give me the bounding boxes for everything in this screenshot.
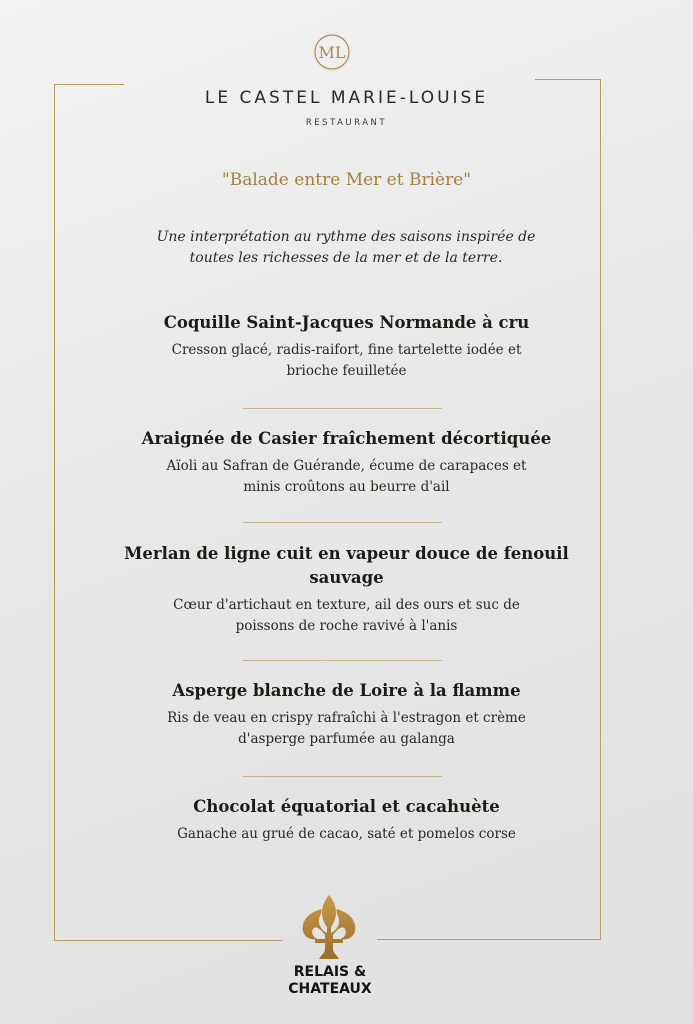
restaurant-subtitle: RESTAURANT	[305, 118, 388, 128]
course-title	[90, 542, 603, 590]
course-description	[90, 708, 603, 750]
course-title: Araignée de Casier fraîchement décortiquée	[141, 429, 552, 448]
course-description	[90, 456, 603, 498]
course-title-line: sauvage	[309, 568, 384, 587]
relais-chateaux-line-2: CHATEAUX	[288, 981, 372, 997]
course-description-line: Cresson glacé, radis-raifort, fine tartelette iodée et	[171, 342, 522, 358]
intro-line-1: Une interprétation au rythme des saisons inspirée de	[156, 229, 536, 245]
frame-top-right	[535, 79, 601, 80]
relais-chateaux-line-1: RELAIS &	[293, 964, 367, 980]
course-divider	[243, 776, 442, 777]
course-title: Asperge blanche de Loire à la flamme	[172, 681, 521, 700]
monogram-logo	[313, 33, 351, 71]
frame-top-left	[54, 84, 124, 85]
menu-intro	[96, 227, 596, 269]
course-description	[90, 340, 603, 382]
restaurant-name: LE CASTEL MARIE-LOUISE	[204, 88, 489, 108]
course-description	[90, 824, 603, 845]
course-description-line: poissons de roche ravivé à l'anis	[235, 618, 458, 634]
monogram-text: ML	[318, 43, 346, 62]
frame-left	[54, 84, 55, 941]
intro-line-2: toutes les richesses de la mer et de la terre.	[189, 250, 503, 266]
course-item	[90, 542, 603, 637]
course-title: Coquille Saint-Jacques Normande à cru	[163, 313, 530, 332]
course-divider	[243, 408, 442, 409]
course-item	[90, 679, 603, 750]
course-title: Chocolat équatorial et cacahuète	[193, 797, 500, 816]
course-description-line: brioche feuilletée	[286, 363, 407, 379]
course-description	[90, 595, 603, 637]
fleur-de-lis-icon	[297, 893, 361, 963]
course-description-line: minis croûtons au beurre d'ail	[243, 479, 450, 495]
course-item	[90, 427, 603, 498]
frame-bottom-right	[377, 939, 601, 940]
course-description-line: Ris de veau en crispy rafraîchi à l'estragon et crème	[167, 710, 526, 726]
course-divider	[243, 522, 442, 523]
course-title-line: Merlan de ligne cuit en vapeur douce de fenouil	[124, 544, 569, 563]
course-divider	[243, 660, 442, 661]
frame-bottom-left	[54, 940, 282, 941]
course-description-line: d'asperge parfumée au galanga	[238, 731, 455, 747]
course-description-line: Ganache au grué de cacao, saté et pomelos corse	[177, 826, 516, 842]
course-item	[90, 311, 603, 382]
menu-title: "Balade entre Mer et Brière"	[221, 170, 472, 190]
course-item	[90, 795, 603, 845]
course-description-line: Cœur d'artichaut en texture, ail des ours et suc de	[173, 597, 520, 613]
course-description-line: Aïoli au Safran de Guérande, écume de carapaces et	[166, 458, 527, 474]
